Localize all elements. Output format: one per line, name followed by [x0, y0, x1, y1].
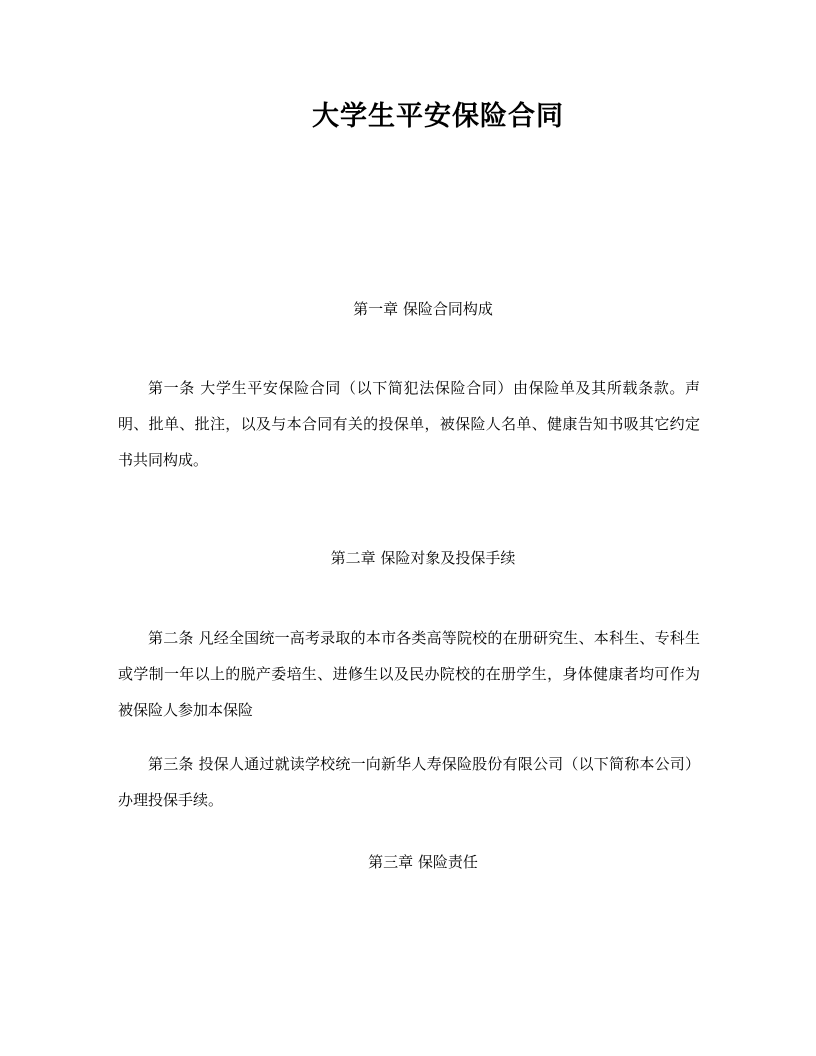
document-title: 大学生平安保险合同 — [312, 101, 564, 132]
article-1: 第一条 大学生平安保险合同（以下简犯法保险合同）由保险单及其所载条款。声明、批单、批注，以及与本合同有关的投保单，被保险人名单、健康告知书吸其它约定书共同构成。 — [118, 379, 700, 469]
chapter-heading-3: 第三章 保险责任 — [368, 853, 478, 871]
article-2: 第二条 凡经全国统一高考录取的本市各类高等院校的在册研究生、本科生、专科生或学制一年以上的脱产委培生、进修生以及民办院校的在册学生，身体健康者均可作为被保险人参加本保险 — [118, 629, 700, 719]
article-3: 第三条 投保人通过就读学校统一向新华人寿保险股份有限公司（以下简称本公司）办理投保手续。 — [118, 755, 700, 809]
chapter-heading-1: 第一章 保险合同构成 — [353, 300, 493, 318]
chapter-heading-2: 第二章 保险对象及投保手续 — [330, 549, 516, 567]
